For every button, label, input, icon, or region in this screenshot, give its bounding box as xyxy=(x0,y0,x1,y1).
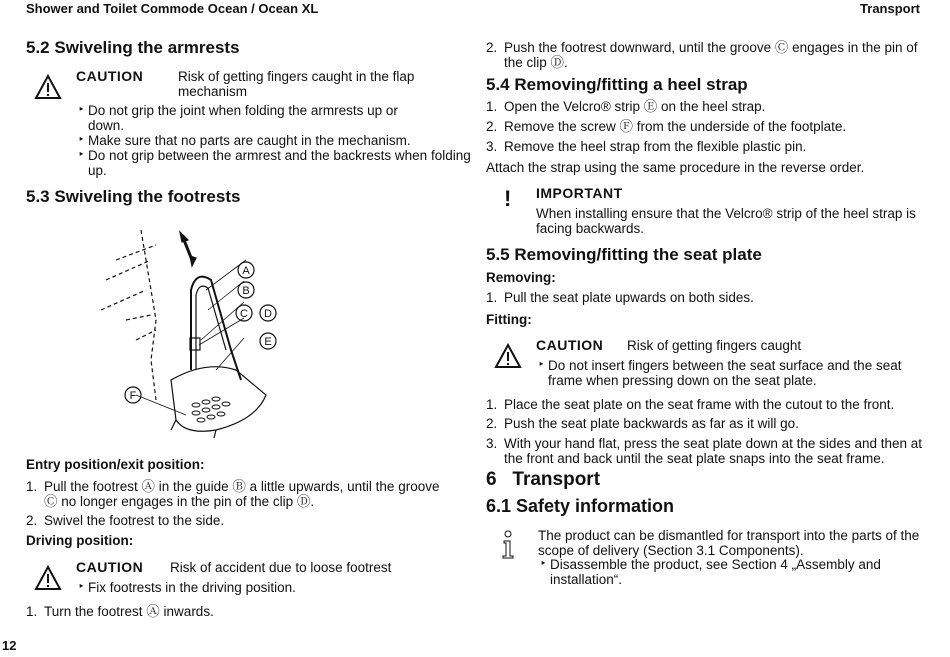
important-label: IMPORTANT xyxy=(536,185,623,201)
caution-text: Risk of getting fingers caught in the flap mechanism xyxy=(178,69,415,99)
figure-label-f: F xyxy=(129,390,137,402)
step-number: 3. xyxy=(486,139,498,154)
bullet-item: ‣ Do not insert fingers between the seat surface and the seat frame when pressing down on the seat plate. xyxy=(548,358,923,388)
warning-triangle-icon xyxy=(494,343,522,369)
entry-step-1: Pull the footrest Ⓐ in the guide Ⓑ a little upwards, until the groove Ⓒ no longer engages in the pin of the clip Ⓓ. xyxy=(44,479,440,509)
bullet-item: ‣ Make sure that no parts are caught in the mechanism. xyxy=(88,133,438,148)
fitting-title: Fitting: xyxy=(486,312,532,327)
warning-triangle-icon xyxy=(34,565,62,591)
figure-label-d: D xyxy=(264,308,272,320)
section-5-3-title: 5.3 Swiveling the footrests xyxy=(26,187,241,206)
continued-step-2: Push the footrest downward, until the groove Ⓒ engages in the pin of the clip Ⓓ. xyxy=(504,40,918,70)
heel-step-1: Open the Velcro® strip Ⓔ on the heel strap. xyxy=(504,99,766,114)
chapter-6-title: 6 Transport xyxy=(486,469,601,490)
entry-step-2: Swivel the footrest to the side. xyxy=(44,513,225,528)
heel-step-3: Remove the heel strap from the flexible plastic pin. xyxy=(504,139,807,154)
step-number: 1. xyxy=(26,604,38,619)
caution-label: CAUTION xyxy=(76,68,144,84)
driving-step-1: Turn the footrest Ⓐ inwards. xyxy=(44,604,214,619)
step-number: 2. xyxy=(486,40,498,55)
bullet-item: ‣ Do not grip the joint when folding the armrests up or down. xyxy=(88,103,428,133)
fitting-step-1: Place the seat plate on the seat frame with the cutout to the front. xyxy=(504,397,895,412)
bullet-item: ‣ Do not grip between the armrest and the backrests when folding up. xyxy=(88,148,478,178)
running-header-chapter: Transport xyxy=(860,1,920,16)
bullet-item: ‣ Disassemble the product, see Section 4 „Assembly and installation“. xyxy=(550,557,920,587)
figure-label-a: A xyxy=(242,265,250,277)
step-number: 1. xyxy=(26,479,38,494)
bullet-item: ‣ Fix footrests in the driving position. xyxy=(88,580,428,595)
step-number: 3. xyxy=(486,436,498,451)
removing-title: Removing: xyxy=(486,270,556,285)
important-icon: ! xyxy=(504,186,512,211)
step-number: 1. xyxy=(486,397,498,412)
figure-label-c: C xyxy=(240,308,248,320)
figure-label-e: E xyxy=(264,336,272,348)
running-header-title: Shower and Toilet Commode Ocean / Ocean XL xyxy=(26,1,319,16)
info-text: The product can be dismantled for transport into the parts of the scope of delivery (Section 3.1 Components). xyxy=(538,528,920,558)
caution-label: CAUTION xyxy=(536,337,604,353)
reverse-order-note: Attach the strap using the same procedure in the reverse order. xyxy=(486,160,865,175)
caution-text: Risk of accident due to loose footrest xyxy=(170,560,392,575)
fitting-step-3: With your hand flat, press the seat plate down at the sides and then at the front and back until the seat plate snaps into the seat frame. xyxy=(504,436,923,466)
caution-text: Risk of getting fingers caught xyxy=(627,338,802,353)
section-5-4-title: 5.4 Removing/fitting a heel strap xyxy=(486,75,748,94)
entry-position-title: Entry position/exit position: xyxy=(26,457,205,472)
figure-label-b: B xyxy=(242,285,250,297)
fitting-step-2: Push the seat plate backwards as far as it will go. xyxy=(504,416,799,431)
section-6-1-title: 6.1 Safety information xyxy=(486,496,675,516)
section-5-5-title: 5.5 Removing/fitting the seat plate xyxy=(486,245,762,264)
driving-position-title: Driving position: xyxy=(26,533,134,548)
step-number: 2. xyxy=(26,513,38,528)
heel-step-2: Remove the screw Ⓕ from the underside of the footplate. xyxy=(504,119,847,134)
important-text: When installing ensure that the Velcro® strip of the heel strap is facing backwards. xyxy=(536,206,916,236)
page-number: 12 xyxy=(2,638,17,653)
footrest-illustration xyxy=(96,220,296,455)
info-icon xyxy=(500,530,516,560)
warning-triangle-icon xyxy=(34,74,62,100)
section-5-2-title: 5.2 Swiveling the armrests xyxy=(26,38,240,57)
removing-step-1: Pull the seat plate upwards on both sides. xyxy=(504,290,754,305)
step-number: 2. xyxy=(486,416,498,431)
step-number: 1. xyxy=(486,99,498,114)
step-number: 1. xyxy=(486,290,498,305)
caution-label: CAUTION xyxy=(76,559,144,575)
step-number: 2. xyxy=(486,119,498,134)
